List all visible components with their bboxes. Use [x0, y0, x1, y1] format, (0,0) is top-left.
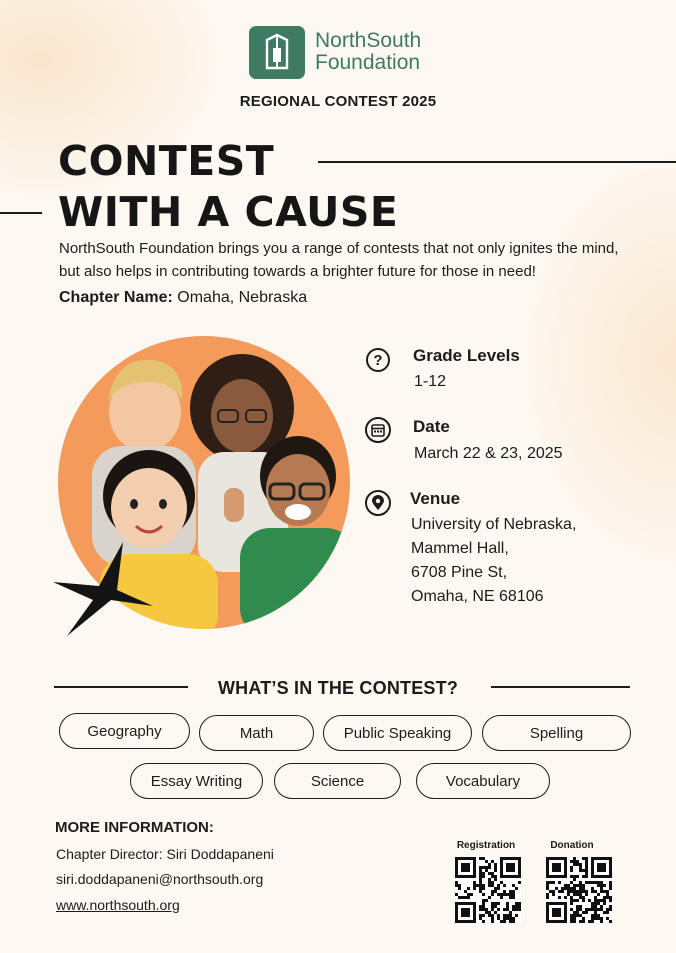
chapter-label: Chapter Name:: [59, 289, 173, 306]
venue-line: Omaha, NE 68106: [411, 588, 544, 605]
contest-item-essay-writing: Essay Writing: [130, 763, 263, 799]
chapter-name: [59, 289, 307, 307]
donation-label: Donation: [550, 840, 594, 851]
contest-item-geography: Geography: [59, 713, 190, 749]
calendar-icon: [365, 417, 391, 443]
subtitle: REGIONAL CONTEST 2025: [239, 93, 437, 110]
website-link[interactable]: www.northsouth.org: [56, 897, 180, 913]
contest-item-vocabulary: Vocabulary: [416, 763, 550, 799]
logo-line-1: NorthSouth: [315, 29, 422, 52]
question-icon: ?: [366, 348, 390, 372]
donation-qr-code[interactable]: [546, 857, 612, 928]
starburst-icon: [53, 542, 153, 642]
more-info-title: MORE INFORMATION:: [55, 819, 214, 836]
contest-item-science: Science: [274, 763, 401, 799]
contest-section-title: WHAT’S IN THE CONTEST?: [217, 678, 459, 698]
location-pin-icon: [365, 490, 391, 516]
date-value: March 22 & 23, 2025: [414, 445, 563, 462]
date-title: Date: [413, 417, 450, 436]
intro-text: NorthSouth Foundation brings you a range of contests that not only ignites the mind, but also helps in contributing towards a brighter future for those in need!: [59, 240, 619, 280]
venue-address: [411, 513, 576, 609]
headline-rule-left: [0, 212, 42, 214]
contact-email[interactable]: siri.doddapaneni@northsouth.org: [56, 871, 264, 887]
venue-line: University of Nebraska,: [411, 516, 577, 533]
venue-title: Venue: [410, 489, 461, 508]
logo-text: [315, 30, 421, 74]
title-line-2: WITH A CAUSE: [58, 188, 399, 236]
chapter-director: Chapter Director: Siri Doddapaneni: [56, 846, 274, 862]
page-title: [58, 136, 398, 238]
contest-item-spelling: Spelling: [482, 715, 631, 751]
contest-item-public-speaking: Public Speaking: [323, 715, 472, 751]
grade-title: Grade Levels: [413, 346, 520, 365]
venue-line: Mammel Hall,: [411, 540, 509, 557]
registration-label: Registration: [456, 840, 516, 851]
chapter-value: Omaha, Nebraska: [177, 289, 308, 306]
contest-item-math: Math: [199, 715, 314, 751]
logo-line-2: Foundation: [315, 51, 421, 74]
venue-line: 6708 Pine St,: [411, 564, 508, 581]
registration-qr-code[interactable]: [455, 857, 521, 928]
logo-icon: [249, 26, 305, 79]
title-line-1: CONTEST: [58, 137, 275, 185]
grade-value: 1-12: [414, 373, 447, 390]
